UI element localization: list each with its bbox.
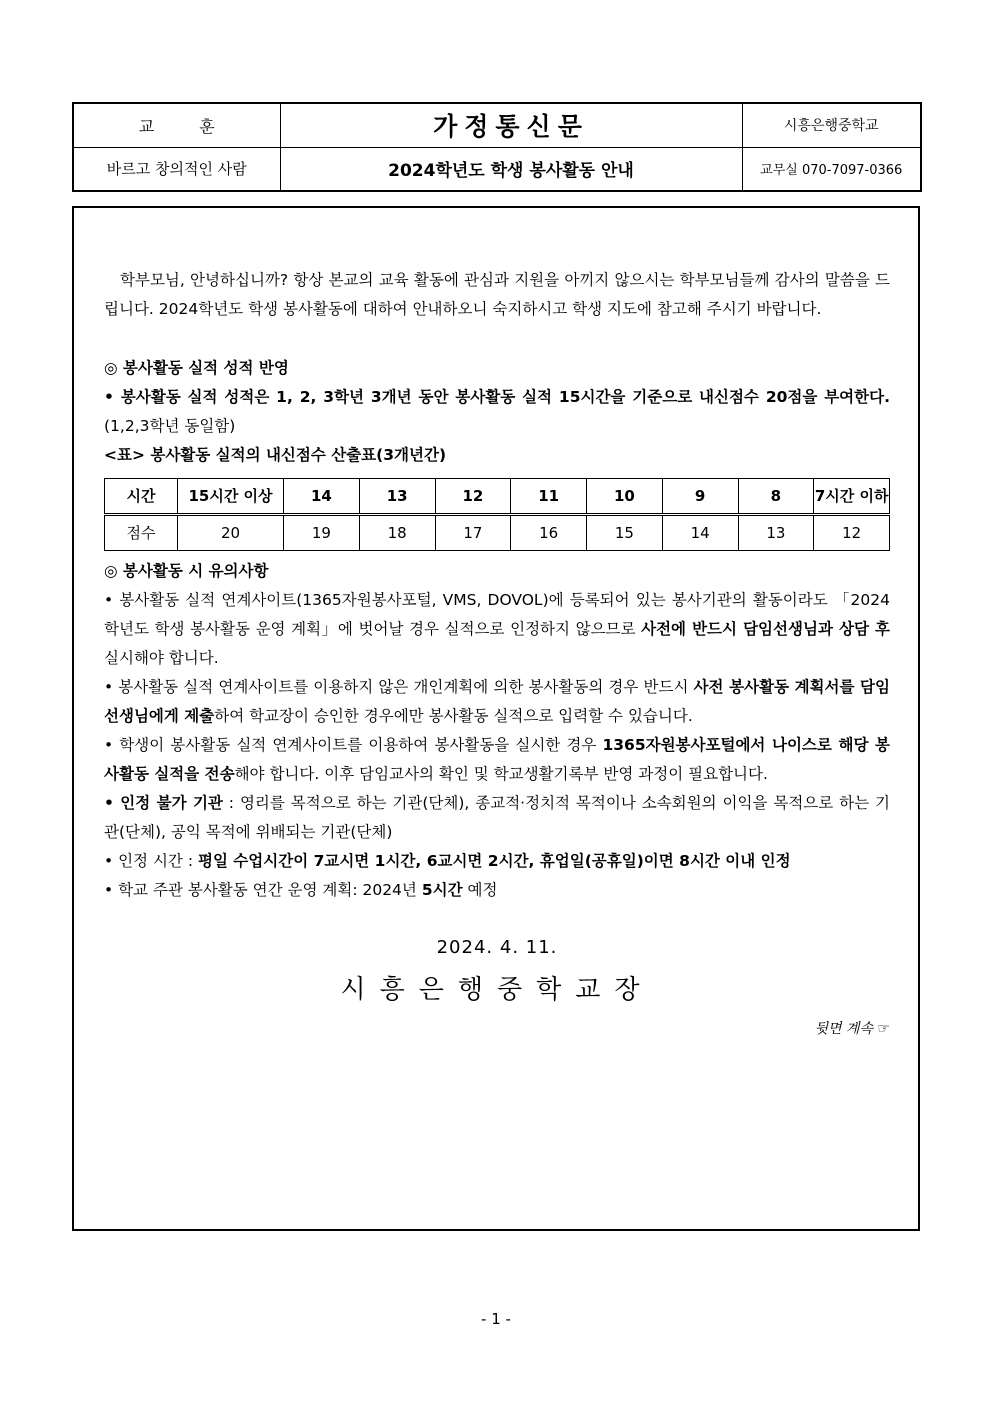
- text-span-bold: 평일 수업시간이 7교시면 1시간, 6교시면 2시간, 휴업일(공휴일)이면 8시간 이내 인정: [197, 852, 791, 870]
- score-rule-bold: • 봉사활동 실적 성적은 1, 2, 3학년 3개년 동안 봉사활동 실적 15시간을 기준으로 내신점수 20점을 부여한다.: [104, 388, 890, 406]
- score-table: [104, 478, 890, 551]
- page-number: - 1 -: [481, 1310, 511, 1328]
- table-cell: 14: [662, 515, 738, 551]
- table-cell: 16: [511, 515, 587, 551]
- table-cell: 18: [359, 515, 435, 551]
- table-cell: 19: [284, 515, 360, 551]
- continue-note: 뒷면 계속 ☞: [814, 1021, 890, 1037]
- caution-paragraph-2: [104, 673, 890, 731]
- text-span: 하여 학교장이 승인한 경우에만 봉사활동 실적으로 입력할 수 있습니다.: [214, 707, 693, 725]
- table-cell: 9: [662, 479, 738, 515]
- header-table: [72, 102, 922, 192]
- table-caption: <표> 봉사활동 실적의 내신점수 산출표(3개년간): [104, 446, 447, 464]
- text-span: 예정: [462, 881, 498, 899]
- text-span: • 봉사활동 실적 연계사이트를 이용하지 않은 개인계획에 의한 봉사활동의 경우 반드시: [104, 678, 694, 696]
- caution-paragraph-5: [104, 847, 890, 876]
- text-span: • 인정 시간 :: [104, 852, 198, 870]
- table-cell: 11: [511, 479, 587, 515]
- caution-paragraph-1: [104, 586, 890, 673]
- text-span: : 영리를 목적으로 하는 기관(단체), 종교적·정치적 목적이나 소속회원의 이익을 목적으로 하는 기관(단체), 공익 목적에 위배되는 기관(단체): [104, 794, 890, 841]
- intro-paragraph: 학부모님, 안녕하십니까? 항상 본교의 교육 활동에 관심과 지원을 아끼지 않으시는 학부모님들께 감사의 말씀을 드립니다. 2024학년도 학생 봉사활동에 대하여 안내하오니 숙지하시고 학생 지도에 참고해 주시기 바랍니다.: [104, 271, 890, 318]
- text-span-bold: 사전 봉사활동 계획서를 담임 선생님에게 제출: [104, 678, 890, 725]
- notice-content: [104, 266, 890, 1044]
- text-span: 실시해야 합니다.: [104, 649, 219, 667]
- notice-date: 2024. 4. 11.: [436, 937, 558, 958]
- document-title: 가정통신문: [280, 103, 742, 147]
- text-span-bold: 1365자원봉사포털에서 나이스로 해당 봉사활동 실적을 전송: [104, 736, 890, 783]
- table-cell: 10: [587, 479, 663, 515]
- score-rule-paragraph: [104, 383, 890, 441]
- notice-subject: 2024학년도 학생 봉사활동 안내: [280, 147, 742, 191]
- section-heading-cautions: ◎ 봉사활동 시 유의사항: [104, 562, 269, 580]
- school-motto: 바르고 창의적인 사람: [73, 147, 280, 191]
- table-cell: 15: [587, 515, 663, 551]
- caution-paragraph-4: [104, 789, 890, 847]
- table-cell: 12: [814, 515, 890, 551]
- table-cell: 점수: [105, 515, 178, 551]
- office-phone: 교무실 070-7097-0366: [742, 147, 921, 191]
- table-cell: 시간: [105, 479, 178, 515]
- table-cell: 14: [284, 479, 360, 515]
- table-cell: 7시간 이하: [814, 479, 890, 515]
- score-rule-note: (1,2,3학년 동일함): [104, 417, 236, 435]
- caution-paragraph-3: [104, 731, 890, 789]
- score-table-header-row: [105, 479, 890, 515]
- text-span: • 봉사활동 실적 연계사이트(1365자원봉사포털, VMS, DOVOL)에 등록되어 있는 봉사기관의 활동이라도 「2024학년도 학생 봉사활동 운영 계획」에 벗어날 경우 실적으로 인정하지 않으므로: [104, 591, 890, 638]
- text-span-bold: 5시간: [421, 881, 463, 899]
- table-cell: 8: [738, 479, 814, 515]
- table-cell: 12: [435, 479, 511, 515]
- text-span: • 학교 주관 봉사활동 연간 운영 계획: 2024년: [104, 881, 422, 899]
- motto-label: 교 훈: [73, 103, 280, 147]
- score-table-row: [105, 515, 890, 551]
- caution-paragraph-6: [104, 876, 890, 905]
- table-cell: 13: [359, 479, 435, 515]
- text-span: 해야 합니다. 이후 담임교사의 확인 및 학교생활기록부 반영 과정이 필요합니다.: [234, 765, 768, 783]
- section-heading-score: ◎ 봉사활동 실적 성적 반영: [104, 359, 289, 377]
- table-cell: 20: [178, 515, 284, 551]
- school-name: 시흥은행중학교: [742, 103, 921, 147]
- table-cell: 15시간 이상: [178, 479, 284, 515]
- signer-name: 시흥은행중학교장: [340, 975, 654, 1005]
- notice-body-box: [72, 206, 920, 1231]
- table-cell: 13: [738, 515, 814, 551]
- text-span-bold: 사전에 반드시 담임선생님과 상담 후: [641, 620, 890, 638]
- text-span-bold: • 인정 불가 기관: [104, 794, 223, 812]
- table-cell: 17: [435, 515, 511, 551]
- text-span: • 학생이 봉사활동 실적 연계사이트를 이용하여 봉사활동을 실시한 경우: [104, 736, 603, 754]
